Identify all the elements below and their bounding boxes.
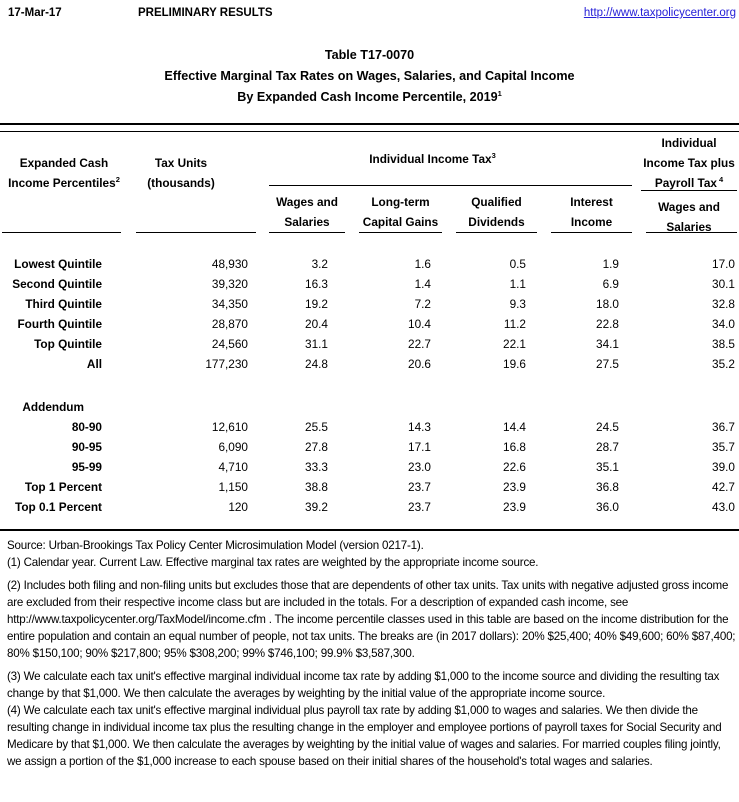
cell-value: 38.8 (305, 480, 328, 494)
cell-value: 23.9 (503, 500, 526, 514)
cell-value: 39,320 (211, 277, 248, 291)
cell-value: 28.7 (596, 440, 619, 454)
table-row (0, 497, 739, 517)
cell-value: 36.0 (596, 500, 619, 514)
title-main: Effective Marginal Tax Rates on Wages, Salaries, and Capital Income (164, 69, 575, 83)
cell-value: 38.5 (712, 337, 735, 351)
header-qualified-dividends: Qualified Dividends (468, 195, 525, 229)
cell-value: 7.2 (414, 297, 431, 311)
row-label: Top 0.1 Percent (15, 500, 102, 514)
cell-value: 4,710 (218, 460, 248, 474)
cell-value: 1.9 (602, 257, 619, 271)
source-note: Source: Urban-Brookings Tax Policy Center Microsimulation Model (version 0217-1). (7, 539, 424, 552)
footnotes (0, 531, 739, 770)
cell-value: 177,230 (205, 357, 248, 371)
cell-value: 35.7 (712, 440, 735, 454)
cell-value: 24.8 (305, 357, 328, 371)
row-label: Third Quintile (25, 297, 102, 311)
cell-value: 34.1 (596, 337, 619, 351)
row-label: Top Quintile (34, 337, 102, 351)
row-label: All (86, 357, 102, 371)
title-table-number: Table T17-0070 (324, 48, 415, 62)
header-payroll-wages-salaries: Wages and Salaries (658, 200, 720, 234)
table-row (0, 437, 739, 457)
header-income-plus-payroll-tax: Individual Income Tax plus Payroll Tax $^4$ Wages and Salaries (639, 132, 739, 232)
table-row (0, 314, 739, 334)
cell-value: 32.8 (712, 297, 735, 311)
table-row (0, 294, 739, 314)
footnote-ref-3: 3 (491, 150, 496, 160)
cell-value: 19.6 (503, 357, 526, 371)
cell-value: 34,350 (211, 297, 248, 311)
footnote-ref-4: 4 (718, 175, 724, 185)
cell-value: 22.7 (408, 337, 431, 351)
row-label: 80-90 (71, 420, 102, 434)
cell-value: 48,930 (211, 257, 248, 271)
table-title (0, 45, 739, 108)
cell-value: 19.2 (305, 297, 328, 311)
table-row (0, 397, 739, 417)
top-bar (0, 0, 739, 30)
table-row (0, 457, 739, 477)
cell-value: 27.5 (596, 357, 619, 371)
table-row (0, 254, 739, 274)
cell-value: 24.5 (596, 420, 619, 434)
row-label: Top 1 Percent (24, 480, 102, 494)
cell-value: 6,090 (218, 440, 248, 454)
row-label: 95-99 (71, 460, 102, 474)
footnote-4: (4) We calculate each tax unit's effective marginal individual plus payroll tax rate by adding $1,000 to wages and salaries. We then divide the resulting change in individual income tax plus the resulting change in the employer and employee portions of payroll taxes for Social Security and Medicare by that $1,000. We then calculate the averages by weighting by the initial value of wages and salaries. For married couples filing jointly, we assign a portion of the $1,000 increase to each spouse based on their initial shares of the household's total wages and salaries. (7, 704, 722, 768)
table-row (0, 354, 739, 374)
cell-value: 22.8 (596, 317, 619, 331)
cell-value: 10.4 (408, 317, 431, 331)
table-row (0, 417, 739, 437)
cell-value: 23.7 (408, 500, 431, 514)
cell-value: 11.2 (503, 317, 526, 331)
cell-value: 34.0 (712, 317, 735, 331)
header-capital-gains: Long-term Capital Gains (362, 195, 439, 229)
table-row (0, 274, 739, 294)
footnote-1: (1) Calendar year. Current Law. Effective marginal tax rates are weighted by the appropriate income source. (7, 556, 539, 569)
cell-value: 1,150 (218, 480, 248, 494)
cell-value: 23.7 (408, 480, 431, 494)
title-sub: By Expanded Cash Income Percentile, 2019$^1$ (237, 88, 502, 104)
cell-value: 36.8 (596, 480, 619, 494)
table-row (0, 334, 739, 354)
cell-value: 1.6 (414, 257, 431, 271)
cell-value: 39.2 (305, 500, 328, 514)
cell-value: 1.1 (509, 277, 526, 291)
header-interest-income: Interest Income (570, 195, 613, 229)
cell-value: 36.7 (712, 420, 735, 434)
taxpolicycenter-link[interactable]: http://www.taxpolicycenter.org (583, 7, 736, 19)
table-header (0, 132, 739, 232)
spacer-row (0, 374, 739, 397)
footnote-ref-2: 2 (115, 175, 120, 185)
cell-value: 20.4 (305, 317, 328, 331)
cell-value: 18.0 (596, 297, 619, 311)
cell-value: 14.4 (503, 420, 526, 434)
cell-value: 27.8 (305, 440, 328, 454)
cell-value: 20.6 (408, 357, 431, 371)
footnote-ref-1: 1 (497, 88, 502, 98)
table-body (0, 234, 739, 529)
preliminary-results-label: PRELIMINARY RESULTS (138, 7, 273, 19)
header-individual-income-tax-group (262, 132, 639, 232)
cell-value: 14.3 (408, 420, 431, 434)
cell-value: 17.0 (712, 257, 735, 271)
row-label: 90-95 (71, 440, 102, 454)
cell-value: 43.0 (712, 500, 735, 514)
cell-value: 31.1 (305, 337, 328, 351)
cell-value: 12,610 (211, 420, 248, 434)
cell-value: 28,870 (211, 317, 248, 331)
table-row (0, 477, 739, 497)
cell-value: 30.1 (712, 277, 735, 291)
cell-value: 16.3 (305, 277, 328, 291)
cell-value: 33.3 (305, 460, 328, 474)
cell-value: 9.3 (509, 297, 526, 311)
cell-value: 25.5 (305, 420, 328, 434)
cell-value: 17.1 (408, 440, 431, 454)
header-wages-salaries: Wages and Salaries (276, 195, 338, 229)
table-top-rule (0, 123, 739, 132)
footnote-2: (2) Includes both filing and non-filing units but excludes those that are dependents of other tax units. Tax units with negative adjusted gross income are excluded from their respective income class but are included in the totals. For a description of expanded cash income, see http://www.taxpolicycenter.org/TaxModel/income.cfm . The income percentile classes used in this table are based on the income distribution for the entire population and contain an equal number of people, not tax units. The breaks are (in 2017 dollars): 20% $25,400; 40% $49,600; 60% $87,400; 80% $150,100; 90% $217,800; 95% $308,200; 99% $746,100; 99.9% $3,587,300. (7, 579, 736, 660)
footnote-3: (3) We calculate each tax unit's effective marginal individual income tax rate by adding $1,000 to the income source and dividing the resulting tax change by that $1,000. We then calculate the averages by weighting by the initial value of the appropriate income source. (7, 670, 720, 700)
cell-value: 120 (228, 500, 248, 514)
cell-value: 0.5 (509, 257, 526, 271)
cell-value: 22.1 (503, 337, 526, 351)
cell-value: 42.7 (712, 480, 735, 494)
row-label: Fourth Quintile (17, 317, 102, 331)
cell-value: 35.2 (712, 357, 735, 371)
column-underlines (0, 232, 739, 234)
cell-value: 23.0 (408, 460, 431, 474)
cell-value: 24,560 (211, 337, 248, 351)
cell-value: 1.4 (414, 277, 431, 291)
cell-value: 39.0 (712, 460, 735, 474)
report-date: 17-Mar-17 (8, 7, 62, 19)
header-tax-units: Tax Units (thousands) (147, 156, 215, 190)
header-percentiles: Expanded Cash Income Percentiles$^2$ (8, 156, 120, 190)
cell-value: 16.8 (503, 440, 526, 454)
cell-value: 6.9 (602, 277, 619, 291)
row-label: Second Quintile (12, 277, 102, 291)
cell-value: 3.2 (311, 257, 328, 271)
tax-rates-table (0, 123, 739, 531)
section-label: Addendum (22, 400, 84, 414)
cell-value: 23.9 (503, 480, 526, 494)
cell-value: 35.1 (596, 460, 619, 474)
header-individual-income-tax: Individual Income Tax$^3$ (369, 150, 496, 166)
row-label: Lowest Quintile (14, 257, 102, 271)
cell-value: 22.6 (503, 460, 526, 474)
